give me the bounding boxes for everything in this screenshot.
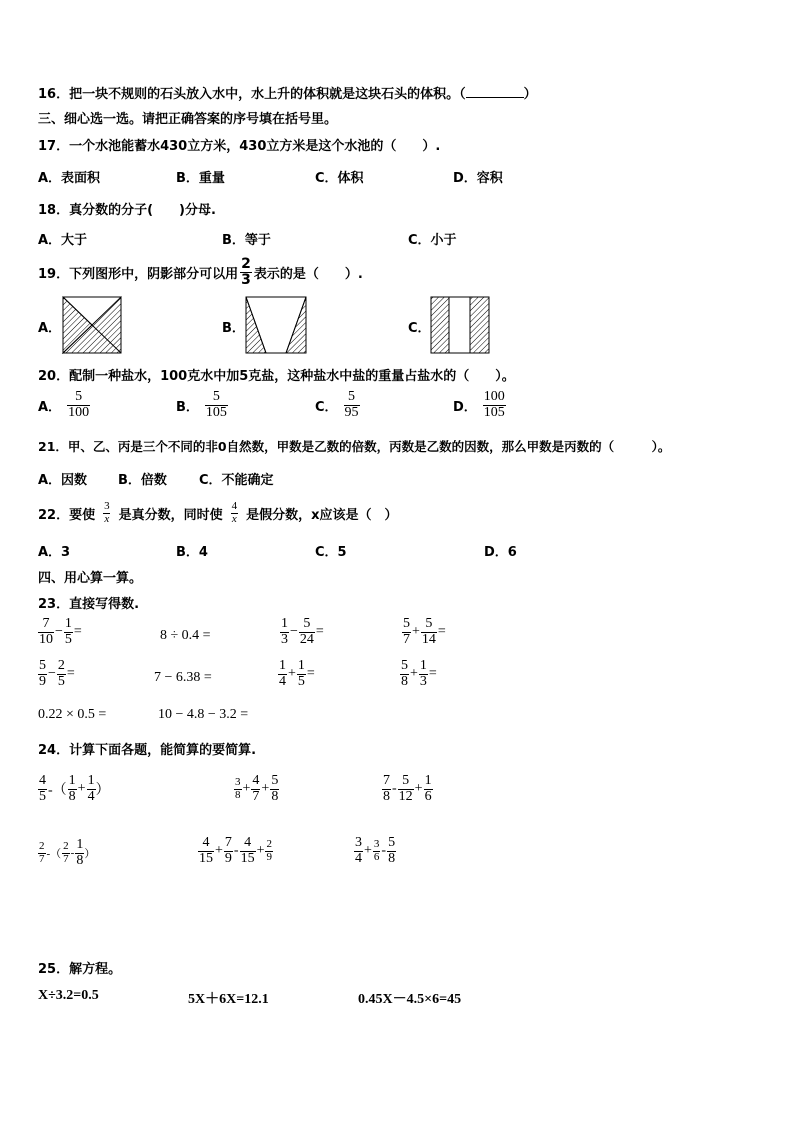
question-24: 24．计算下面各题，能简算的要简算. [38, 743, 257, 758]
operator: -（ [46, 848, 62, 861]
operator: - [233, 843, 239, 859]
numerator: 1 [279, 658, 286, 673]
option-22d: D．6 [484, 545, 517, 560]
numerator: 3 [235, 776, 241, 789]
fraction [280, 617, 289, 647]
numerator: 2 [241, 255, 251, 272]
fraction [38, 617, 54, 647]
fraction [234, 777, 242, 801]
numerator: 1 [424, 773, 432, 788]
option-18a: A．大于 [38, 233, 88, 248]
denominator: 15 [240, 850, 255, 866]
denominator: 7 [252, 788, 260, 804]
operator: = [315, 624, 324, 640]
denominator: 9 [224, 850, 232, 866]
equation-3: 0.45X－4.5×6=45 [358, 992, 462, 1007]
numerator: 2 [63, 840, 69, 853]
numerator: 4 [39, 773, 46, 788]
fraction [419, 659, 428, 689]
operator: - [381, 843, 387, 859]
fraction [251, 774, 260, 804]
fraction [205, 390, 228, 420]
calc-10: 10 − 4.8 − 3.2 = [158, 707, 249, 722]
numerator: 5 [212, 389, 220, 404]
denominator: 8 [235, 788, 241, 801]
fraction [87, 774, 96, 804]
fraction [38, 841, 46, 865]
option-17b: B．重量 [176, 171, 225, 186]
option-22b: B．4 [176, 545, 208, 560]
denominator: 10 [39, 631, 53, 647]
numerator: 3 [355, 835, 362, 850]
numerator: 4 [202, 835, 210, 850]
question-19: 19．下列图形中，阴影部分可以用 $\frac{2}{3}$ 表示的是（ ）. [38, 255, 363, 288]
operator: − [55, 624, 63, 640]
numerator: 7 [224, 835, 232, 850]
question-25: 25．解方程。 [38, 962, 122, 977]
fraction [231, 501, 239, 525]
option-17a: A．表面积 [38, 171, 101, 186]
operator: = [73, 624, 82, 640]
calc-9: 0.22 × 0.5 = [38, 707, 107, 722]
numerator: 4 [244, 835, 252, 850]
question-18: 18．真分数的分子( )分母. [38, 203, 216, 218]
fraction [67, 390, 90, 420]
numerator: 7 [383, 773, 390, 788]
denominator: 3 [241, 271, 251, 288]
denominator: 95 [344, 404, 359, 420]
option-19a-label: A． [38, 321, 62, 336]
numerator: 1 [76, 837, 84, 852]
operator: − [48, 666, 56, 682]
fraction [224, 836, 233, 866]
fraction [278, 659, 287, 689]
numerator: 1 [281, 616, 288, 631]
question-22: 22．要使 $\frac{3}{x}$ 是真分数，同时使 $\frac{4}{x}$ 是假分数，x应该是（ ） [38, 499, 398, 525]
expr-6 [354, 836, 396, 866]
denominator: 7 [39, 852, 45, 865]
option-20b: B． $\frac{5}{105}$ [176, 389, 227, 420]
numerator: 1 [419, 658, 427, 673]
denominator: 100 [68, 404, 90, 420]
question-17: 17．一个水池能蓄水430立方米，430立方米是这个水池的（ ）. [38, 139, 441, 154]
denominator: 4 [87, 788, 95, 804]
denominator: 4 [279, 673, 286, 689]
question-20: 20．配制一种盐水，100克水中加5克盐，这种盐水中盐的重量占盐水的（ ）。 [38, 369, 515, 384]
numerator: 5 [403, 616, 410, 631]
numerator: 1 [68, 773, 76, 788]
calc-3 [280, 617, 325, 647]
numerator: 5 [75, 389, 83, 404]
option-17d: D．容积 [453, 171, 503, 186]
calc-5 [38, 659, 76, 689]
numerator: 4 [231, 499, 238, 512]
denominator: x [104, 512, 110, 525]
numerator: 5 [271, 773, 279, 788]
operator: - [70, 847, 75, 860]
fraction [103, 501, 111, 525]
equation-1: X÷3.2=0.5 [38, 988, 99, 1003]
expr-5 [198, 836, 273, 866]
option-19b-label: B． [222, 321, 245, 336]
section-heading-4: 四、用心算一算。 [38, 571, 143, 586]
fraction [398, 774, 414, 804]
denominator: 5 [297, 673, 305, 689]
denominator: x [231, 512, 237, 525]
numerator: 1 [297, 658, 305, 673]
operator: = [306, 666, 315, 682]
denominator: 5 [39, 788, 46, 804]
denominator: 3 [281, 631, 288, 647]
expr-3 [382, 774, 433, 804]
operator: -（ [48, 783, 67, 799]
denominator: 8 [68, 788, 76, 804]
denominator: 12 [398, 788, 413, 804]
operator: = [428, 666, 437, 682]
calc-2: 8 ÷ 0.4 = [160, 628, 211, 643]
fraction [57, 659, 66, 689]
fraction [198, 836, 214, 866]
numerator: 2 [57, 658, 65, 673]
fraction [68, 774, 77, 804]
numerator: 3 [104, 499, 110, 512]
fraction [62, 841, 70, 865]
question-23: 23．直接写得数. [38, 597, 140, 612]
fraction [265, 839, 273, 863]
operator: + [261, 781, 270, 797]
expr-4: $\frac{2}{7}$ -（ $\frac{2}{7}$ - $\frac{1}{8}$ ） [39, 837, 96, 868]
equation-2: 5X＋6X=12.1 [188, 992, 269, 1007]
operator: + [412, 624, 420, 640]
option-21b: B．倍数 [118, 473, 167, 488]
denominator: 24 [299, 631, 314, 647]
fraction [402, 617, 411, 647]
operator: + [414, 781, 423, 797]
denominator: 8 [76, 852, 84, 868]
fraction [424, 774, 433, 804]
operator: − [290, 624, 298, 640]
denominator: 8 [388, 850, 396, 866]
calc-4 [402, 617, 447, 647]
operator: + [256, 843, 265, 859]
question-21: 21．甲、乙、丙是三个不同的非0自然数，甲数是乙数的倍数，丙数是乙数的因数，那么甲数是丙数的（ ）。 [38, 439, 671, 454]
numerator: 3 [373, 838, 380, 851]
figure-b [246, 297, 306, 353]
section-heading-3: 三、细心选一选。请把正确答案的序号填在括号里。 [38, 112, 338, 127]
operator: + [242, 781, 251, 797]
option-17c: C．体积 [315, 171, 364, 186]
operator: = [66, 666, 75, 682]
denominator: 9 [39, 673, 46, 689]
denominator: 5 [57, 673, 65, 689]
q19-figures [0, 0, 794, 400]
denominator: 6 [424, 788, 432, 804]
operator: + [410, 666, 418, 682]
denominator: 8 [271, 788, 279, 804]
option-18c: C．小于 [408, 233, 457, 248]
denominator: 15 [199, 850, 213, 866]
numerator: 4 [252, 773, 260, 788]
denominator: 14 [421, 631, 436, 647]
numerator: 5 [402, 773, 410, 788]
denominator: 4 [355, 850, 362, 866]
fraction [387, 836, 396, 866]
operator: = [437, 624, 446, 640]
operator: - [392, 781, 397, 797]
numerator: 100 [483, 389, 505, 404]
fraction [299, 617, 315, 647]
numerator: 5 [39, 658, 46, 673]
denominator: 9 [266, 850, 272, 863]
calc-7 [278, 659, 316, 689]
denominator: 6 [373, 850, 380, 863]
denominator: 3 [419, 673, 427, 689]
denominator: 7 [63, 852, 69, 865]
fraction [38, 659, 47, 689]
calc-8 [400, 659, 438, 689]
numerator: 5 [388, 835, 396, 850]
option-20c: C． $\frac{5}{95}$ [315, 389, 359, 420]
operator: + [215, 843, 223, 859]
numerator: 2 [266, 838, 272, 851]
denominator: 8 [383, 788, 390, 804]
numerator: 5 [425, 616, 433, 631]
fraction [270, 774, 279, 804]
operator: + [288, 666, 296, 682]
numerator: 1 [64, 616, 72, 631]
numerator: 5 [401, 658, 408, 673]
option-19c-label: C． [408, 321, 431, 336]
question-16: 16．把一块不规则的石头放入水中，水上升的体积就是这块石头的体积。（ ） [38, 87, 537, 102]
calc-6: 7 − 6.38 = [154, 670, 212, 685]
fraction [483, 390, 506, 420]
option-18b: B．等于 [222, 233, 271, 248]
numerator: 1 [87, 773, 95, 788]
fraction [344, 390, 360, 420]
numerator: 2 [39, 840, 45, 853]
option-21a: A．因数 [38, 473, 88, 488]
fraction [64, 617, 73, 647]
calc-1 [38, 617, 83, 647]
figure-a [63, 297, 121, 353]
option-22a: A．3 [38, 545, 71, 560]
numerator: 5 [348, 389, 356, 404]
denominator: 7 [403, 631, 410, 647]
fraction [75, 838, 84, 868]
denominator: 8 [401, 673, 408, 689]
option-20d: D． $\frac{100}{105}$ [453, 389, 505, 420]
denominator: 105 [483, 404, 505, 420]
expr-2 [234, 774, 279, 804]
numerator: 5 [303, 616, 311, 631]
numerator: 7 [42, 616, 50, 631]
figure-c [431, 297, 489, 353]
option-21c: C．不能确定 [199, 473, 274, 488]
fraction [382, 774, 391, 804]
option-20a: A． $\frac{5}{100}$ [38, 389, 90, 420]
fraction [297, 659, 306, 689]
fraction [240, 836, 256, 866]
fraction [400, 659, 409, 689]
denominator: 5 [64, 631, 72, 647]
fraction [354, 836, 363, 866]
option-22c: C．5 [315, 545, 347, 560]
denominator: 105 [205, 404, 227, 420]
fraction [421, 617, 437, 647]
operator: + [77, 781, 86, 797]
operator: + [364, 843, 372, 859]
fraction [38, 774, 47, 804]
expr-1: $\frac{4}{5}$ -（ $\frac{1}{8}$ + $\frac{1}{4}$ ） [39, 773, 110, 804]
fraction [373, 839, 381, 863]
